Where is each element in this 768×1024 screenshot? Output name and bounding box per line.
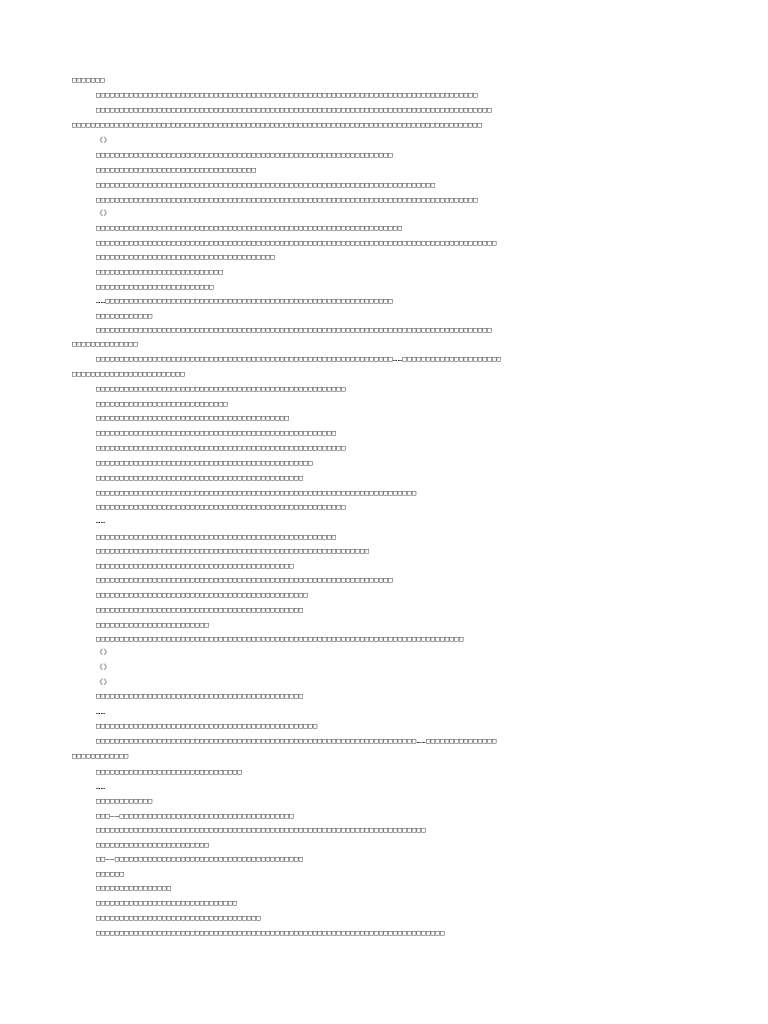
- text-line: □□□□□□: [96, 870, 125, 878]
- text-line: □□□□□□□□□□□□□□□□□□□□□□□□□□□□□□□□□□□□□□□□□□□□□□□□□□□□□□□□□□: [96, 547, 370, 555]
- text-line: □□□□□□□□□□□□□□□□□□□□□□□□□□□□□□□□□□□□□□□□□□□□□□□□□□□□□□□□□□□□□□□□□□□□□□□□□□□□□□: [96, 635, 464, 643]
- text-line: □□□□□□□□□□□□□□□□□□□□□□□□□□□□□□□□□□□□□□□□□□□□□□□□□□□: [96, 533, 337, 541]
- text-line: ……: [96, 517, 106, 525]
- text-line: □□□□□□□□□□□□□□□□□□□□□□□□□□□□: [96, 400, 229, 408]
- text-line: □□□□□□□□□□□□□□□□□□□□□□□□□□□□□□□□□□□□□□□□□□□□□□□□□□□□□□□□□□□□□□□□□□□□□□□□: [96, 181, 436, 189]
- text-line: □□□□□□□□□□□□□□□□□□□□□□□□□□□□□□□□□□□□□□□□□□□□□□□□□□□: [96, 429, 337, 437]
- text-line: □□□□□□□□□□□□: [72, 752, 129, 760]
- text-line: □□□□□□□□□□□□□□□□□□□□□□□□□: [96, 283, 214, 291]
- text-line: □□□□□□□□□□□□□□□□□□□□□□□□□□□□□□□□□□□□□□□□□□□□□□: [96, 459, 313, 467]
- text-line: 《》: [96, 209, 111, 217]
- text-line: □□□□□□□□□□□□□□□□□□□□□□□□□□□□□□□□□□□□□□□□□□□□: [96, 606, 304, 614]
- text-line: □□□□□□□□□□□□□□□□□□□□□□□□□□□□□□□□□□□□□□□□□□□□□□□: [96, 722, 318, 730]
- text-line: □□□——□□□□□□□□□□□□□□□□□□□□□□□□□□□□□□□□□□□□□: [96, 812, 295, 820]
- text-line: □□□□□□□□□□□□□□□□□□□□□□□□□□□□□□□□□□□□□□□□□□□□□□□□□□□□□: [96, 503, 346, 511]
- text-line: □□□□□□□□□□□□: [96, 797, 153, 805]
- text-line: □□□□□□□□□□□□□□□□□□□□□□□□□□□□□□□□□□□□□□: [96, 253, 276, 261]
- text-line: □□□□□□□□□□□□□□□□□□□□□□□□□□□□□□□□□□□□□□□□□□□□□□□□□□□□□□□□□□□□□□□□□□□□□□□□□□□□□□□□□□□□: [96, 106, 493, 114]
- text-line: □□□□□□□□□□□□□□□□□□□□□□□□□□□□□□□□□□□□□□□□□□□□□□□□□□□□□□□□□□□□□□□□□□□□□□□□□□□□□□□□□□□□: [96, 326, 493, 334]
- text-line: □□□□□□□□□□□□□□□□□□□□□□□□□□□□□□□□□□□□□□□□□□□□□□□□□□□□□□□□□□□□□□□□□□□□□□: [96, 826, 427, 834]
- text-line: □□□□□□□□□□□□□□□□□□□□□□□□□□□□□□□□□□□□□□□□□□□□□□□□□□□□□□□□□□□□□□□: [96, 151, 394, 159]
- document-title: □□□□□□□: [72, 76, 106, 84]
- text-line: □□□□□□□□□□□□□□□□□□□□□□□□□□□: [96, 268, 224, 276]
- text-line: 《》: [96, 136, 111, 144]
- text-line: ……: [96, 708, 106, 716]
- text-line: □□□□□□□□□□□□□□□□□□□□□□□□: [72, 370, 186, 378]
- text-line: □□□□□□□□□□□□□□□□□□□□□□□□□□□□□□□: [96, 768, 243, 776]
- text-line: □□□□□□□□□□□□□□□□□□□□□□□□: [96, 621, 210, 629]
- text-line: □□□□□□□□□□□□□□□□□□□□□□□□□□□□□□: [96, 899, 238, 907]
- text-line: □□□□□□□□□□□□□□□□□□□□□□□□□□□□□□□□□□□□□□□□□□□□□□□□□□□□□□□□□□□□□□□□□□□□: [96, 489, 417, 497]
- text-line: □□□□□□□□□□□□: [96, 312, 153, 320]
- text-line: □□□□□□□□□□□□□□□□□□□□□□□□□□□□□□□□□□□□□□□□□□□□□□□□□□□□□□□□□□□□□□□□□□□□……□□□□□□□□□□□□□□□: [96, 737, 497, 745]
- text-line: □□□□□□□□□□□□□□□□□□□□□□□□□□□□□□□□□□□□□□□□□□□□: [96, 692, 304, 700]
- text-line: 《》: [96, 663, 111, 671]
- text-line: □□□□□□□□□□□□□□□□□□□□□□□□□□□□□□□□□□□□□□□□□□□□: [96, 474, 304, 482]
- text-line: □□□□□□□□□□□□□□□□: [96, 884, 172, 892]
- text-line: □□□□□□□□□□□□□□□□□□□□□□□□□□□□□□□□□□□□□□□□□□□□□□□□□□□□□□□□□□□□□□□□□□□□□□□□□□□□□□□□□: [96, 196, 478, 204]
- text-line: □□□□□□□□□□□□□□□□□□□□□□□□□□□□□□□□□□□□□□□□□□□□□: [96, 591, 309, 599]
- text-line: □□□□□□□□□□□□□□□□□□□□□□□□: [96, 841, 210, 849]
- text-line: 《》: [96, 678, 111, 686]
- text-line: □□□□□□□□□□□□□□□□□□□□□□□□□□□□□□□□□□□□□□□□□□□□□□□□□□□□□: [96, 385, 346, 393]
- text-line: □□□□□□□□□□□□□□□□□□□□□□□□□□□□□□□□□□□□□□□□□□□□□□□□□□□□□□□□□□□□□□□□□: [96, 224, 403, 232]
- text-line: □□□□□□□□□□□□□□□□□□□□□□□□□□□□□□□□□□: [96, 166, 257, 174]
- text-line: ……□□□□□□□□□□□□□□□□□□□□□□□□□□□□□□□□□□□□□□□□□□□□□□□□□□□□□□□□□□□□□: [96, 297, 394, 305]
- text-line: □□□□□□□□□□□□□□: [72, 340, 139, 348]
- text-line: □□□□□□□□□□□□□□□□□□□□□□□□□□□□□□□□□□□□□□□□□□□□□□□□□□□□□□□□□□□□□□□□□□□□□□□□□□□□□□□□□□□□□: [96, 239, 497, 247]
- text-line: □□□□□□□□□□□□□□□□□□□□□□□□□□□□□□□□□□□□□□□□□□□□□□□□□□□□□□□□□□□□□□□: [96, 576, 394, 584]
- text-line: □□□□□□□□□□□□□□□□□□□□□□□□□□□□□□□□□□□□□□□□□□□□□□□□□□□□□□□□□□□□□□□□□□□□□□□□□□□□□□□□□: [96, 91, 478, 99]
- text-line: □□□□□□□□□□□□□□□□□□□□□□□□□□□□□□□□□□□□□□□□□□□□□□□□□□□□□□□□□□□□□□□□□□□□□□□□□□: [96, 929, 445, 937]
- text-line: □□□□□□□□□□□□□□□□□□□□□□□□□□□□□□□□□□□□□□□□□□□□□□□□□□□□□□□□□□□□□□□……□□□□□□□□□□□□□□□□□□□□□: [96, 355, 502, 363]
- text-line: □□——□□□□□□□□□□□□□□□□□□□□□□□□□□□□□□□□□□□□□□□□: [96, 855, 304, 863]
- text-line: □□□□□□□□□□□□□□□□□□□□□□□□□□□□□□□□□□□: [96, 914, 262, 922]
- text-line: □□□□□□□□□□□□□□□□□□□□□□□□□□□□□□□□□□□□□□□□□□□□□□□□□□□□□□□□□□□□□□□□□□□□□□□□□□□□□□□□□□□□□□□: [72, 121, 483, 129]
- text-line: □□□□□□□□□□□□□□□□□□□□□□□□□□□□□□□□□□□□□□□□□: [96, 414, 290, 422]
- text-line: ……: [96, 783, 106, 791]
- text-line: □□□□□□□□□□□□□□□□□□□□□□□□□□□□□□□□□□□□□□□□□□: [96, 562, 295, 570]
- text-line: □□□□□□□□□□□□□□□□□□□□□□□□□□□□□□□□□□□□□□□□□□□□□□□□□□□□□: [96, 444, 346, 452]
- text-line: 《》: [96, 648, 111, 656]
